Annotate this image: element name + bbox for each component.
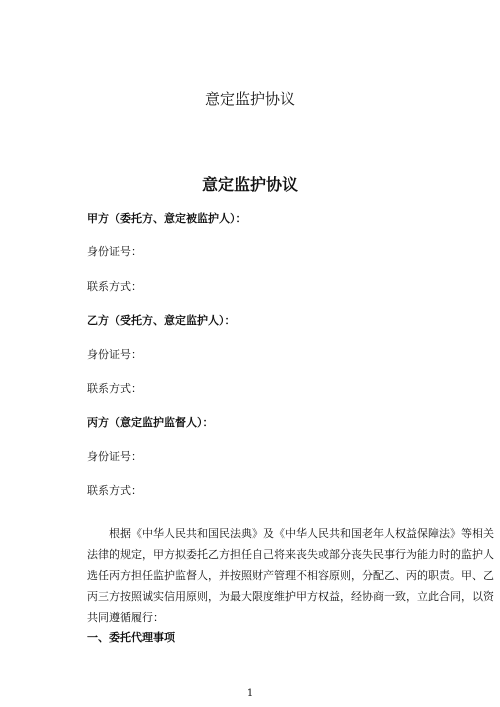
- party-a-contact-label: 联系方式：: [87, 280, 142, 293]
- intro-line: 选任丙方担任监护监督人，并按照财产管理不相容原则，分配乙、丙的职责。甲、乙: [87, 569, 494, 582]
- page-number: 1: [246, 688, 254, 699]
- party-a-id-label: 身份证号：: [87, 245, 142, 258]
- section-heading: 一、委托代理事项: [87, 631, 175, 644]
- party-c-heading: 丙方（意定监护监督人）：: [87, 416, 214, 429]
- intro-line: 法律的规定，甲方拟委托乙方担任自己将来丧失或部分丧失民事行为能力时的监护人: [87, 548, 494, 561]
- intro-paragraph: [87, 523, 494, 628]
- party-b-heading: 乙方（受托方、意定监护人）：: [87, 314, 236, 327]
- intro-line: 根据《中华人民共和国民法典》及《中华人民共和国老年人权益保障法》等相关: [109, 527, 494, 540]
- intro-line: 丙三方按照诚实信用原则，为最大限度维护甲方权益，经协商一致，立此合同，以资: [87, 590, 494, 603]
- main-title: 意定监护协议: [201, 175, 298, 194]
- party-c-id-label: 身份证号：: [87, 450, 142, 463]
- party-b-contact-label: 联系方式：: [87, 382, 142, 395]
- party-a-heading: 甲方（委托方、意定被监护人）：: [87, 212, 247, 225]
- party-b-id-label: 身份证号：: [87, 348, 142, 361]
- intro-line: 共同遵循履行：: [87, 611, 164, 624]
- header-title: 意定监护协议: [204, 90, 295, 108]
- party-c-contact-label: 联系方式：: [87, 484, 142, 497]
